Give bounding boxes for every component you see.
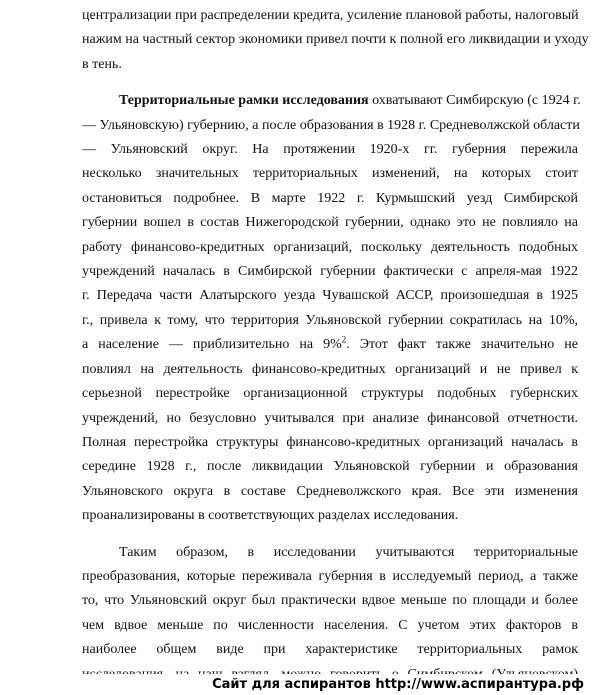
text-line: г., привела к тому, что территория Ульяновской губернии сократилась на 10%, bbox=[82, 312, 578, 328]
text-line: нажим на частный сектор экономики привел почти к полной его ликвидации и уходу bbox=[82, 32, 589, 48]
text-line: то, что Ульяновский округ был практически вдвое меньше по площади и более bbox=[82, 593, 578, 609]
text-line: в тень. bbox=[82, 56, 122, 72]
text-line: середине 1928 г., после ликвидации Ульяновской губернии и образования bbox=[82, 459, 578, 475]
text-line: преобразования, которые переживала губерния в исследуемый период, а также bbox=[82, 568, 578, 584]
text-line: повлиял на деятельность финансово-кредитных организаций и не привел к bbox=[82, 361, 578, 377]
site-watermark-footer: Сайт для аспирантов http://www.аспирантура.рф bbox=[0, 674, 600, 695]
paragraph-conclusion bbox=[82, 541, 578, 687]
text-line: несколько значительных территориальных изменений, на которых стоит bbox=[82, 166, 578, 182]
text-line: учреждений началась в Симбирской губернии фактически с апреля-мая 1922 bbox=[82, 264, 578, 280]
paragraph-territorial-scope bbox=[82, 89, 581, 528]
text-line: наиболее общем виде при характеристике территориальных рамок bbox=[82, 642, 578, 658]
text-line: проанализированы в соответствующих разделах исследования. bbox=[82, 508, 459, 524]
text-line: — Ульяновскую) губернию, а после образования в 1928 г. Средневолжской области bbox=[82, 117, 580, 133]
footnote-reference[interactable]: 2 bbox=[341, 334, 347, 345]
paragraph-continuation bbox=[82, 4, 589, 77]
text-line: учреждений, но безусловно учитывался при анализе финансовой отчетности. bbox=[82, 410, 578, 426]
text-line: а население — приблизительно на 9%$^2$. Этот факт также значительно не bbox=[82, 334, 578, 353]
text-line: — Ульяновский округ. На протяжении 1920-х гг. губерния пережила bbox=[82, 142, 578, 158]
text-line: централизации при распределении кредита, усиление плановой работы, налоговый bbox=[82, 8, 579, 23]
text-line: Ульяновского округа в составе Средневолжского края. Все эти изменения bbox=[82, 483, 578, 499]
text-line: работу финансово-кредитных организаций, поскольку деятельность подобных bbox=[82, 239, 578, 255]
text-line: губернии вошел в состав Нижегородской губернии, однако это не повлияло на bbox=[82, 215, 578, 231]
section-heading: Территориальные рамки исследования bbox=[119, 93, 369, 109]
text-line: г. Передача части Алатырского уезда Чувашской АССР, произошедшая в 1925 bbox=[82, 288, 578, 304]
text-line: остановиться подробнее. В марте 1922 г. Курмышский уезд Симбирской bbox=[82, 190, 578, 206]
text-line: Таким образом, в исследовании учитываются территориальные bbox=[119, 544, 578, 560]
text-line: серьезной перестройке организационной структуры подобных губернских bbox=[82, 386, 578, 402]
text-line: Территориальные рамки исследования охватывают Симбирскую (с 1924 г. bbox=[119, 93, 581, 109]
document-page bbox=[82, 4, 589, 687]
text-line: чем вдвое меньше по численности населения. С учетом этих факторов в bbox=[82, 617, 578, 633]
text-line: Полная перестройка структуры финансово-кредитных организаций началась в bbox=[82, 434, 578, 450]
